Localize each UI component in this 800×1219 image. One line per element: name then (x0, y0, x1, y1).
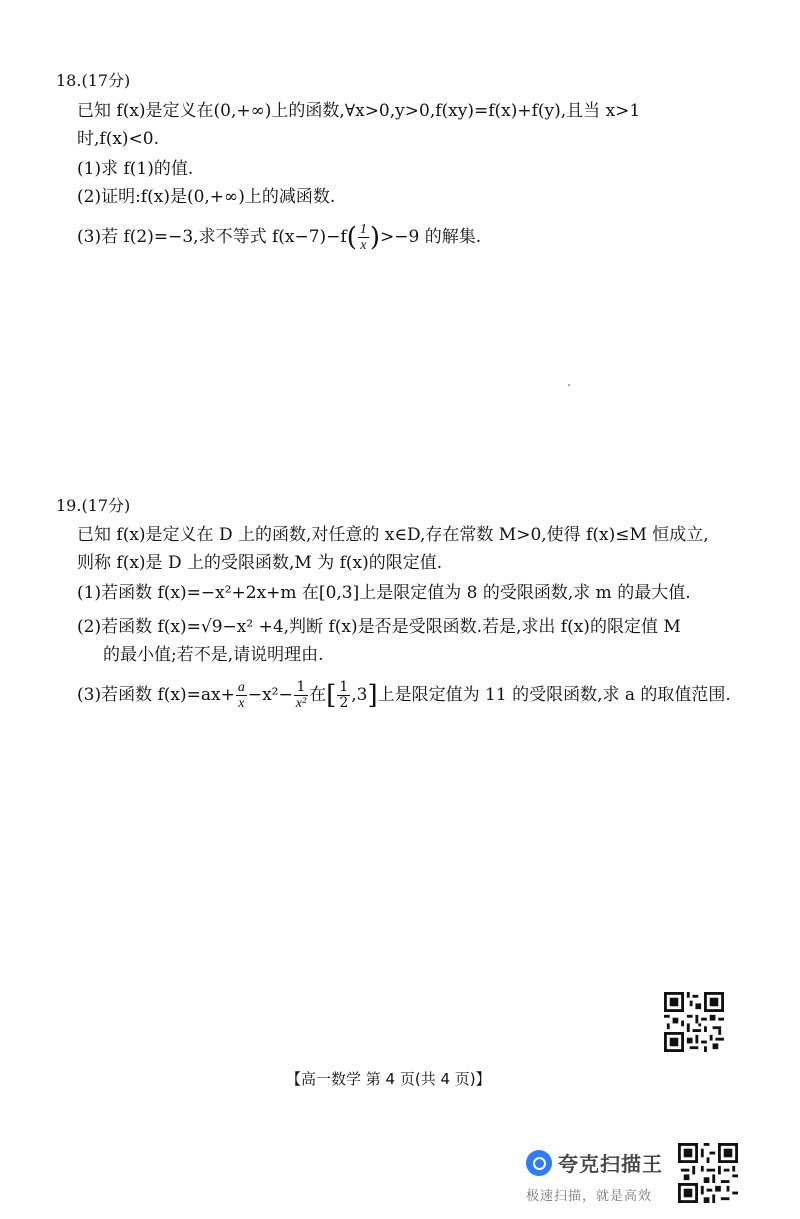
q18-stem-line1: 已知 f(x)是定义在(0,+∞)上的函数,∀x>0,y>0,f(xy)=f(x)+f(y),且当 x>1 (77, 101, 641, 121)
fraction-numerator: a (237, 680, 245, 695)
q19-stem-line2: 则称 f(x)是 D 上的受限函数,M 为 f(x)的限定值. (77, 553, 443, 573)
scanner-watermark (526, 1148, 671, 1204)
watermark-slogan: 极速扫描，就是高效 (526, 1189, 653, 1204)
fraction-denominator: x (238, 696, 245, 711)
q19-stem-line1: 已知 f(x)是定义在 D 上的函数,对任意的 x∈D,存在常数 M>0,使得 f(x)≤M 恒成立, (77, 525, 709, 545)
q19-part3-text-e: 上是限定值为 11 的受限函数,求 a 的取值范围. (377, 685, 731, 705)
q19-part3-text-a: (3)若函数 f(x)=ax+ (77, 685, 235, 705)
q19-part3-text-d: ,3 (351, 685, 368, 705)
q19-part2-line2: 的最小值;若不是,请说明理由. (103, 645, 324, 665)
q18-fraction-numerator: 1 (359, 222, 367, 237)
q19-part3-fraction-a-over-x (236, 680, 247, 711)
fraction-numerator: 1 (294, 680, 308, 696)
q18-fraction-denominator: x (360, 238, 367, 253)
fraction-denominator: x² (295, 696, 307, 711)
q18-part3: (3)若 f(2)=−3,求不等式 f(x−7)−f( $\frac{1}{x}$ )>−9 的解集. (77, 222, 482, 253)
q19-part1: (1)若函数 f(x)=−x²+2x+m 在[0,3]上是限定值为 8 的受限函数,求 m 的最大值. (77, 583, 691, 603)
q19-part3-text-c: 在 (309, 685, 327, 705)
q18-part3-text-a: (3)若 f(2)=−3,求不等式 f(x−7)−f (77, 227, 347, 247)
page-footer: 【高一数学 第 4 页(共 4 页)】 (286, 1070, 491, 1088)
q19-part3: (3)若函数 f(x)=ax+ $\frac{a}{x}$ −x²− $\frac{1}{\text{x²}}$ 在[ $\frac{1}{2}$ ,3]上是限定值为 11 的受限函数,求 a 的取值范围. (77, 679, 731, 711)
scan-speck (568, 384, 570, 386)
q19-header: 19.(17分) (56, 496, 131, 515)
watermark-qr-code-icon (678, 1143, 738, 1203)
fraction-numerator: 1 (339, 679, 349, 695)
quark-logo-icon (526, 1150, 552, 1176)
q18-part3-text-b: >−9 的解集. (380, 227, 482, 247)
q19-part2-line1: (2)若函数 f(x)=√9−x² +4,判断 f(x)是否是受限函数.若是,求出 f(x)的限定值 M (77, 617, 681, 637)
q18-header: 18.(17分) (56, 71, 131, 90)
watermark-brand-name: 夸克扫描王 (558, 1152, 663, 1176)
q19-part3-fraction-1-over-2 (337, 680, 350, 711)
q18-part3-fraction (358, 222, 369, 253)
q19-part3-text-b: −x²− (247, 685, 293, 705)
q18-part2: (2)证明:f(x)是(0,+∞)上的减函数. (77, 187, 336, 207)
page-qr-code-icon (664, 992, 724, 1052)
fraction-denominator: 2 (339, 695, 349, 711)
q18-part1: (1)求 f(1)的值. (77, 159, 194, 179)
q19-part3-fraction-1-over-x2 (294, 680, 308, 711)
q18-stem-line2: 时,f(x)<0. (77, 129, 160, 149)
